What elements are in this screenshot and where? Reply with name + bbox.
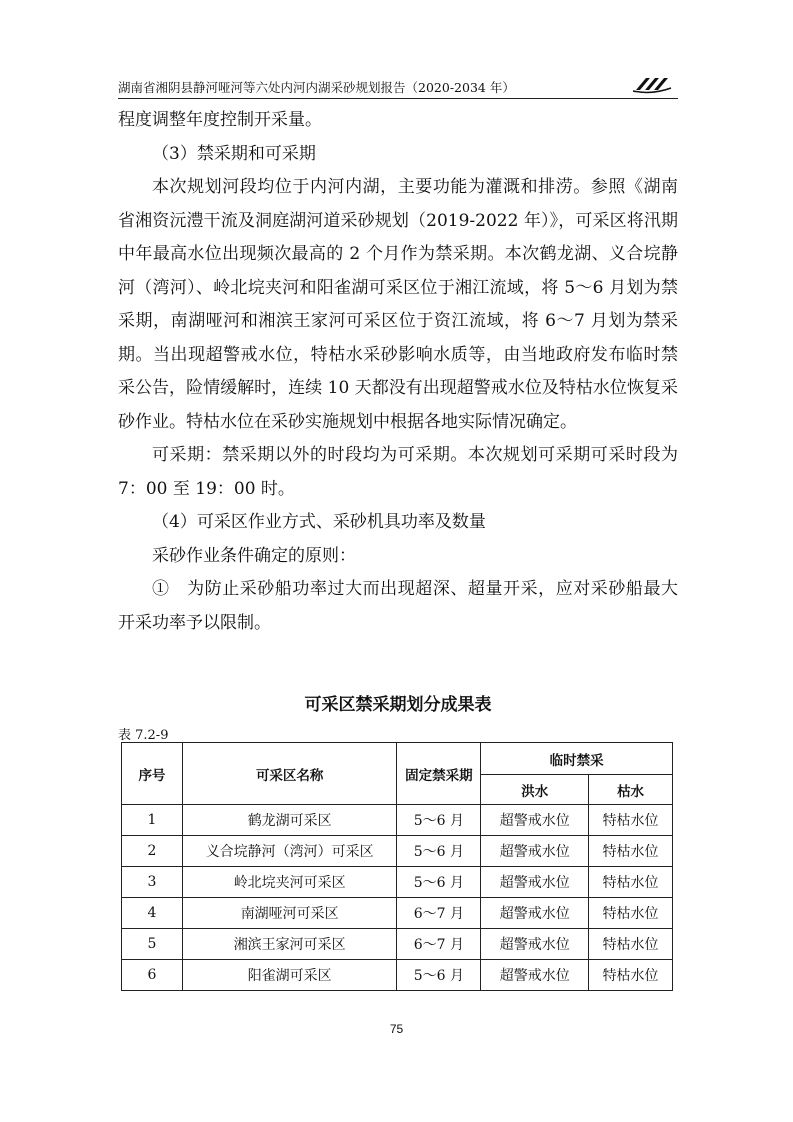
- paragraph: 程度调整年度控制开采量。: [118, 110, 322, 130]
- cell-dry: 特枯水位: [589, 929, 673, 960]
- company-logo-icon: [632, 74, 672, 94]
- cell-dry: 特枯水位: [589, 898, 673, 929]
- paragraph: ① 为防止采砂船功率过大而出现超深、超量开采，应对采砂船最大开采功率予以限制。: [118, 579, 678, 633]
- section-heading: （3）禁采期和可采期: [152, 143, 316, 164]
- paragraph: 可采期：禁采期以外的时段均为可采期。本次规划可采期可采时段为 7：00 至 19：00 时。: [118, 445, 678, 499]
- cell-seq: 2: [122, 836, 183, 867]
- cell-name: 湘滨王家河可采区: [182, 929, 397, 960]
- table-row: [122, 805, 673, 836]
- paragraph: 采砂作业条件确定的原则：: [152, 545, 356, 566]
- table-row: [122, 898, 673, 929]
- table-row: [122, 960, 673, 991]
- paragraph: 本次规划河段均位于内河内湖，主要功能为灌溉和排涝。参照《湖南省湘资沅澧干流及洞庭湖河道采砂规划（2019-2022 年）》，可采区将汛期中年最高水位出现频次最高的 2 个月作为禁采期。本次鹤龙湖、义合垸静河（湾河）、岭北垸夹河和阳雀湖可采区位于湘江流域，将 5～6 月划为禁采期，南湖哑河和湘滨王家河可采区位于资江流域，将 6～7 月划为禁采期。当出现超警戒水位，特枯水采砂影响水质等，由当地政府发布临时禁采公告，险情缓解时，连续 10 天都没有出现超警戒水位及特枯水位恢复采砂作业。特枯水位在采砂实施规划中根据各地实际情况确定。: [118, 177, 678, 432]
- page-header: [118, 72, 678, 99]
- cell-flood: 超警戒水位: [481, 867, 589, 898]
- cell-seq: 4: [122, 898, 183, 929]
- cell-name: 岭北垸夹河可采区: [182, 867, 397, 898]
- cell-dry: 特枯水位: [589, 960, 673, 991]
- body-text: [118, 104, 678, 640]
- cell-fixed: 6～7 月: [397, 929, 481, 960]
- cell-fixed: 5～6 月: [397, 836, 481, 867]
- results-table: [121, 742, 673, 991]
- cell-fixed: 6～7 月: [397, 898, 481, 929]
- page-number: 75: [389, 1022, 404, 1036]
- cell-flood: 超警戒水位: [481, 929, 589, 960]
- section-heading: （4）可采区作业方式、采砂机具功率及数量: [152, 512, 486, 532]
- header-seq: 序号: [122, 743, 183, 805]
- cell-fixed: 5～6 月: [397, 805, 481, 836]
- cell-seq: 3: [122, 867, 183, 898]
- table-row: [122, 836, 673, 867]
- header-title: 湖南省湘阴县静河哑河等六处内河内湖采砂规划报告（2020-2034 年）: [118, 80, 515, 95]
- header-temp-ban: 临时禁采: [481, 743, 673, 775]
- cell-name: 鹤龙湖可采区: [182, 805, 397, 836]
- table-title: 可采区禁采期划分成果表: [304, 695, 492, 715]
- cell-fixed: 5～6 月: [397, 960, 481, 991]
- header-flood: 洪水: [481, 775, 589, 805]
- cell-name: 义合垸静河（湾河）可采区: [182, 836, 397, 867]
- cell-dry: 特枯水位: [589, 836, 673, 867]
- cell-dry: 特枯水位: [589, 867, 673, 898]
- cell-flood: 超警戒水位: [481, 960, 589, 991]
- header-fixed-ban: 固定禁采期: [397, 743, 481, 805]
- cell-flood: 超警戒水位: [481, 836, 589, 867]
- cell-seq: 5: [122, 929, 183, 960]
- cell-flood: 超警戒水位: [481, 898, 589, 929]
- cell-dry: 特枯水位: [589, 805, 673, 836]
- cell-seq: 1: [122, 805, 183, 836]
- table-row: [122, 929, 673, 960]
- cell-flood: 超警戒水位: [481, 805, 589, 836]
- header-dry: 枯水: [589, 775, 673, 805]
- table-label: 表 7.2-9: [118, 728, 169, 743]
- table-row: [122, 867, 673, 898]
- cell-seq: 6: [122, 960, 183, 991]
- cell-name: 南湖哑河可采区: [182, 898, 397, 929]
- header-name: 可采区名称: [182, 743, 397, 805]
- cell-fixed: 5～6 月: [397, 867, 481, 898]
- cell-name: 阳雀湖可采区: [182, 960, 397, 991]
